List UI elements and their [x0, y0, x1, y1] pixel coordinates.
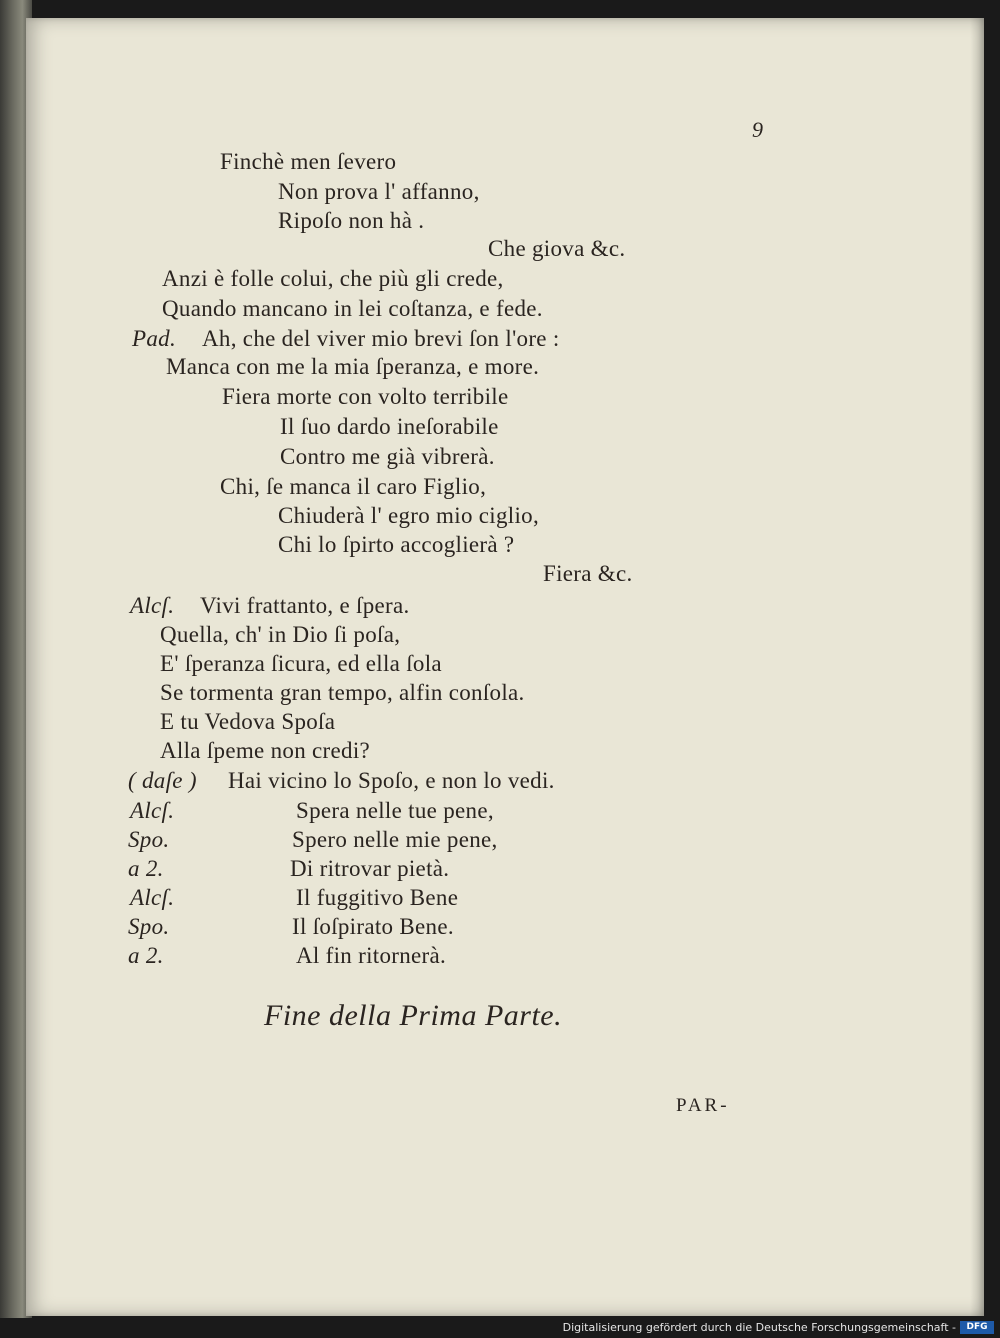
speaker-label: a 2. — [128, 943, 164, 968]
verse-line: Al fin ritornerà. — [296, 943, 447, 968]
speaker-label: Spo. — [128, 914, 170, 939]
verse-line: Finchè men ſevero — [220, 149, 397, 174]
section-end-heading: Fine della Prima Parte. — [264, 999, 563, 1032]
verse-line: Fiera &c. — [543, 561, 633, 586]
speaker-label: Alcſ. — [130, 885, 175, 910]
verse-line: Ripoſo non hà . — [278, 208, 425, 233]
verse-line: Chiuderà l' egro mio ciglio, — [278, 503, 540, 528]
verse-line: E' ſperanza ſicura, ed ella ſola — [160, 651, 442, 676]
speaker-label: a 2. — [128, 856, 164, 881]
verse-line: Vivi frattanto, e ſpera. — [200, 593, 410, 618]
verse-line: Fiera morte con volto terribile — [222, 384, 509, 409]
verse-line: Spero nelle mie pene, — [292, 827, 498, 852]
verse-line: Quella, ch' in Dio ſi poſa, — [160, 622, 401, 647]
page-number: 9 — [752, 117, 764, 142]
verse-line: Non prova l' affanno, — [278, 179, 480, 204]
verse-line: Contro me già vibrerà. — [280, 444, 495, 469]
verse-line: Alla ſpeme non credi? — [160, 738, 371, 763]
digitization-footer — [0, 1318, 1000, 1338]
verse-line: Quando mancano in lei coſtanza, e fede. — [162, 296, 543, 321]
footer-credit-text: Digitalisierung gefördert durch die Deutsche Forschungsgemeinschaft - — [562, 1321, 956, 1334]
verse-line: Il ſoſpirato Bene. — [292, 914, 454, 939]
speaker-label: Alcſ. — [130, 798, 175, 823]
catchword: PAR- — [676, 1095, 730, 1116]
speaker-label: Spo. — [128, 827, 170, 852]
verse-line: Se tormenta gran tempo, alfin conſola. — [160, 680, 525, 705]
speaker-label: Alcſ. — [130, 593, 175, 618]
verse-line: E tu Vedova Spoſa — [160, 709, 336, 734]
verse-line: Manca con me la mia ſperanza, e more. — [166, 354, 540, 379]
dfg-logo: DFG — [960, 1321, 994, 1334]
speaker-label: Pad. — [132, 326, 176, 351]
verse-line: Che giova &c. — [488, 236, 626, 261]
verse-line: Hai vicino lo Spoſo, e non lo vedi. — [228, 768, 555, 793]
verse-line: Chi lo ſpirto accoglierà ? — [278, 532, 515, 557]
page-edge-shadow — [970, 18, 984, 1316]
verse-line: Anzi è folle colui, che più gli crede, — [162, 266, 504, 291]
verse-line: Il ſuo dardo ineſorabile — [280, 414, 499, 439]
verse-line: Ah, che del viver mio brevi ſon l'ore : — [202, 326, 560, 351]
verse-line: Chi, ſe manca il caro Figlio, — [220, 474, 487, 499]
stage-direction: ( daſe ) — [128, 768, 197, 793]
verse-line: Di ritrovar pietà. — [290, 856, 450, 881]
verse-line: Il fuggitivo Bene — [296, 885, 459, 910]
verse-line: Spera nelle tue pene, — [296, 798, 494, 823]
